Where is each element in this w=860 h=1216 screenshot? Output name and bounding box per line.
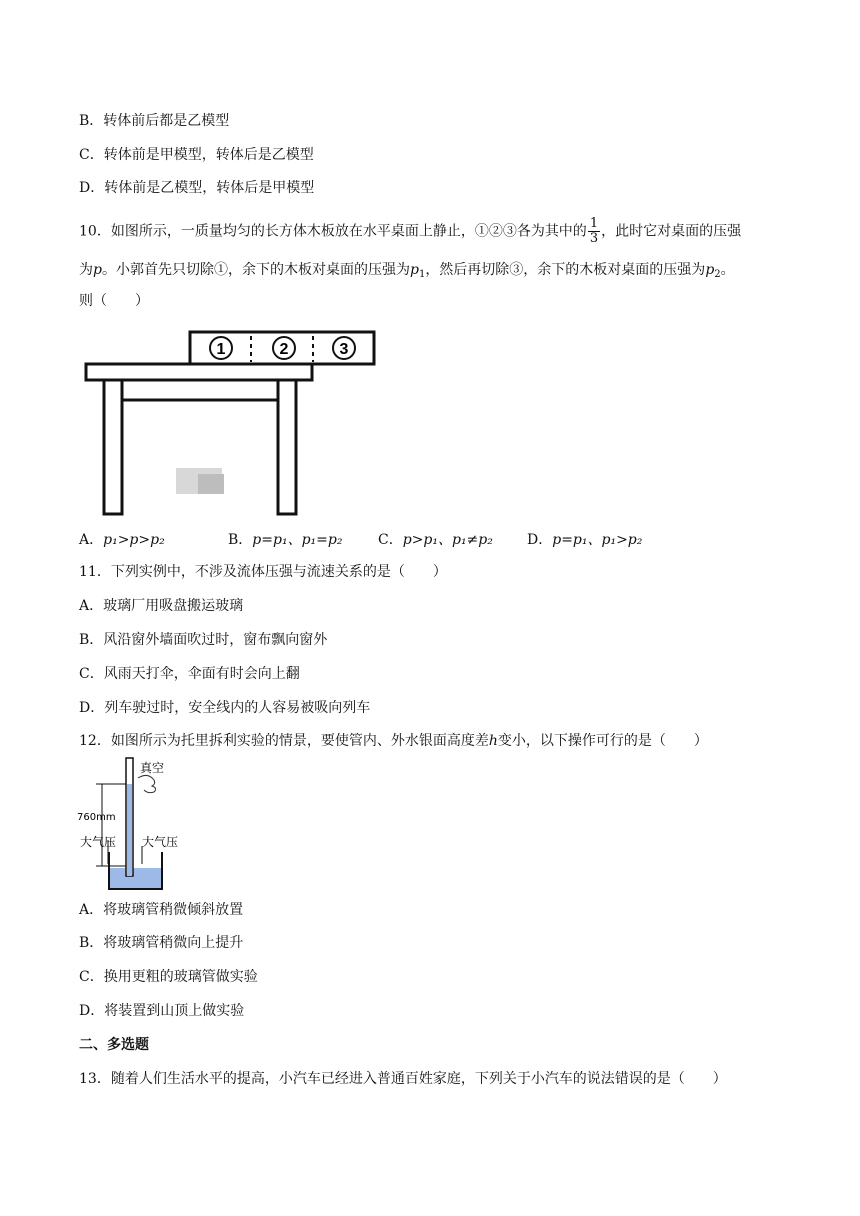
q12-option-c: C．换用更粗的玻璃管做实验 xyxy=(79,969,258,985)
var-p1-sub: 1 xyxy=(418,269,426,280)
fraction-denominator: 3 xyxy=(589,231,599,246)
option-c-label: C． xyxy=(378,532,403,548)
hand-icon xyxy=(138,775,156,792)
var-p: p xyxy=(93,262,102,278)
q10-stem-line3: 则（ ） xyxy=(79,293,149,309)
option-a-label: A． xyxy=(79,532,104,548)
board-label-2: 2 xyxy=(279,341,289,358)
option-a-text: p₁>p>p₂ xyxy=(103,532,165,548)
label-vacuum: 真空 xyxy=(140,761,165,775)
q9-option-c: C．转体前是甲模型，转体后是乙模型 xyxy=(79,147,314,163)
var-p2-sub: 2 xyxy=(714,269,721,280)
q11-stem: 11．下列实例中，不涉及流体压强与流速关系的是（ ） xyxy=(79,564,447,580)
label-atm-left: 大气压 xyxy=(80,835,117,849)
mercury-column xyxy=(127,784,132,876)
q10-text-e: ，然后再切除③，余下的木板对桌面的压强为 xyxy=(425,262,706,278)
q10-text-f: 。 xyxy=(720,262,735,278)
var-p1: p xyxy=(409,262,419,278)
section-heading: 二、多选题 xyxy=(79,1037,149,1053)
fraction-numerator: 1 xyxy=(589,216,599,231)
option-b-text: p=p₁、p₁=p₂ xyxy=(252,532,343,548)
option-b-label: B． xyxy=(228,532,253,548)
q13-stem: 13．随着人们生活水平的提高，小汽车已经进入普通百姓家庭，下列关于小汽车的说法错误的是（ ） xyxy=(79,1071,727,1087)
table-board-figure xyxy=(78,330,398,520)
q12-option-a: A．将玻璃管稍微倾斜放置 xyxy=(79,902,244,918)
q10-stem-line1 xyxy=(79,217,741,246)
q12-text-a: 12．如图所示为托里拆利实验的情景，要使管内、外水银面高度差 xyxy=(79,733,489,749)
option-d-text: p=p₁、p₁>p₂ xyxy=(552,532,643,548)
q10-text-d: 。小郭首先只切除①，余下的木板对桌面的压强为 xyxy=(101,262,410,278)
torricelli-figure xyxy=(76,756,196,894)
var-h: h xyxy=(488,733,498,749)
q11-option-a: A．玻璃厂用吸盘搬运玻璃 xyxy=(79,598,244,614)
q11-option-c: C．风雨天打伞，伞面有时会向上翻 xyxy=(79,666,300,682)
q10-option-a xyxy=(79,530,165,550)
q11-option-d: D．列车驶过时，安全线内的人容易被吸向列车 xyxy=(79,700,371,716)
q10-text-b: ，此时它对桌面的压强 xyxy=(601,223,742,240)
fraction-one-third xyxy=(588,217,600,246)
q10-option-c xyxy=(378,530,493,550)
option-c-text: p>p₁、p₁≠p₂ xyxy=(402,532,493,548)
board-label-3: 3 xyxy=(339,341,349,358)
q9-option-d: D．转体前是乙模型，转体后是甲模型 xyxy=(79,180,315,196)
var-p2: p xyxy=(705,262,715,278)
smudge-mark-shadow xyxy=(198,474,224,494)
q12-option-d: D．将装置到山顶上做实验 xyxy=(79,1003,245,1019)
q11-option-b: B．风沿窗外墙面吹过时，窗布飘向窗外 xyxy=(79,632,328,648)
q10-option-b xyxy=(228,530,342,550)
table-leg-right xyxy=(278,380,296,514)
table-top xyxy=(86,364,312,380)
q10-option-d xyxy=(527,530,642,550)
label-atm-right: 大气压 xyxy=(142,835,179,849)
table-leg-left xyxy=(104,380,122,514)
q12-option-b: B．将玻璃管稍微向上提升 xyxy=(79,935,244,951)
board-label-1: 1 xyxy=(216,341,226,358)
q12-text-b: 变小，以下操作可行的是（ ） xyxy=(497,733,708,749)
label-height: 760mm xyxy=(77,812,116,823)
q10-stem-line2 xyxy=(79,260,735,285)
q10-text-a: 10．如图所示，一质量均匀的长方体木板放在水平桌面上静止，①②③各为其中的 xyxy=(79,223,587,240)
q10-text-c: 为 xyxy=(79,262,93,278)
mercury-dish-fill xyxy=(109,868,162,889)
q12-stem xyxy=(79,731,708,751)
option-d-label: D． xyxy=(527,532,553,548)
q9-option-b: B．转体前后都是乙模型 xyxy=(79,113,230,129)
